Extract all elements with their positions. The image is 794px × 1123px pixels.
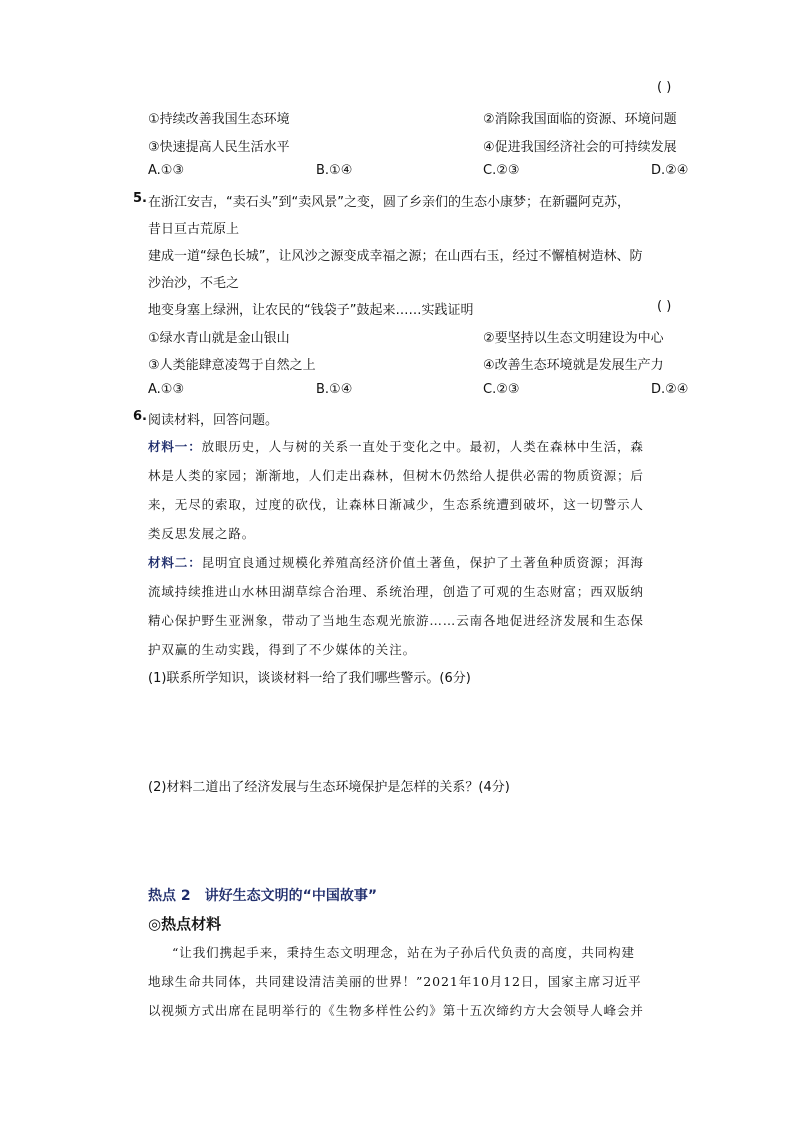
q4-choice-a: A.①③ (148, 163, 185, 178)
q4-option-2: ②消除我国面临的资源、环境问题 (483, 112, 677, 127)
q5-option-3: ③人类能肆意凌驾于自然之上 (148, 358, 316, 373)
q6-intro: 阅读材料，回答问题。 (148, 413, 279, 428)
q6-material1-label: 材料一： (148, 439, 202, 454)
q6-material2-line-4: 护双赢的生动实践，得到了不少媒体的关注。 (148, 642, 417, 657)
hot2-paragraph-line-2: 地球生命共同体，共同建设清洁美丽的世界！”2021年10月12日，国家主席习近平 (148, 974, 642, 989)
q6-material2-line-1 (148, 553, 644, 571)
q5-choice-d: D.②④ (651, 382, 689, 397)
q4-answer-bracket: ( ) (657, 80, 672, 95)
q5-number: 5. (133, 191, 147, 206)
q6-subquestion-1: (1)联系所学知识，谈谈材料一给了我们哪些警示。(6分) (148, 671, 471, 686)
q4-option-1: ①持续改善我国生态环境 (148, 112, 290, 127)
q6-number: 6. (133, 409, 147, 424)
hot2-paragraph-line-3: 以视频方式出席在昆明举行的《生物多样性公约》第十五次缔约方大会领导人峰会并 (148, 1003, 644, 1018)
q5-stem-line-3: 建成一道“绿色长城”，让风沙之源变成幸福之源；在山西右玉，经过不懈植树造林、防 (148, 249, 643, 264)
q6-material1-line-3: 来，无尽的索取，过度的砍伐，让森林日渐减少，生态系统遭到破坏，这一切警示人 (148, 497, 644, 512)
q6-material1-text-1: 放眼历史，人与树的关系一直处于变化之中。最初，人类在森林中生活，森 (201, 439, 644, 454)
q5-stem-line-1: 在浙江安吉，“卖石头”到“卖风景”之变，圆了乡亲们的生态小康梦；在新疆阿克苏， (148, 195, 630, 210)
q4-option-4: ④促进我国经济社会的可持续发展 (483, 140, 677, 155)
q5-choice-b: B.①④ (316, 382, 353, 397)
q5-stem-line-4: 沙治沙，不毛之 (148, 276, 240, 291)
q6-material2-label: 材料二： (148, 555, 202, 570)
q5-stem-line-5: 地变身塞上绿洲，让农民的“钱袋子”鼓起来……实践证明 (148, 303, 474, 318)
q6-subquestion-2: (2)材料二道出了经济发展与生态环境保护是怎样的关系？(4分) (148, 780, 510, 795)
q5-answer-bracket: ( ) (657, 299, 672, 314)
q5-stem-line-2: 昔日亘古荒原上 (148, 222, 240, 237)
q5-choice-c: C.②③ (483, 382, 520, 397)
q6-material2-line-2: 流域持续推进山水林田湖草综合治理、系统治理，创造了可观的生态财富；西双版纳 (148, 584, 644, 599)
hot-material-subheading: ◎热点材料 (148, 915, 222, 933)
q5-option-4: ④改善生态环境就是发展生产力 (483, 358, 664, 373)
q6-material1-line-1 (148, 437, 644, 455)
hot2-paragraph-line-1: “让我们携起手来，秉持生态文明理念，站在为子孙后代负责的高度，共同构建 (172, 945, 635, 960)
q5-option-2: ②要坚持以生态文明建设为中心 (483, 331, 664, 346)
q4-option-3: ③快速提高人民生活水平 (148, 140, 290, 155)
q5-choice-a: A.①③ (148, 382, 185, 397)
q6-material1-line-2: 林是人类的家园；渐渐地，人们走出森林，但树木仍然给人提供必需的物质资源；后 (148, 468, 644, 483)
q4-choice-d: D.②④ (651, 163, 689, 178)
q6-material2-line-3: 精心保护野生亚洲象，带动了当地生态观光旅游……云南各地促进经济发展和生态保 (148, 613, 644, 628)
q4-choice-b: B.①④ (316, 163, 353, 178)
q6-material2-text-1: 昆明宜良通过规模化养殖高经济价值土著鱼，保护了土著鱼种质资源；洱海 (201, 555, 644, 570)
section-heading-hot2: 热点 2 讲好生态文明的“中国故事” (148, 888, 378, 904)
q6-material1-line-4: 类反思发展之路。 (148, 526, 256, 541)
q5-option-1: ①绿水青山就是金山银山 (148, 331, 290, 346)
q4-choice-c: C.②③ (483, 163, 520, 178)
